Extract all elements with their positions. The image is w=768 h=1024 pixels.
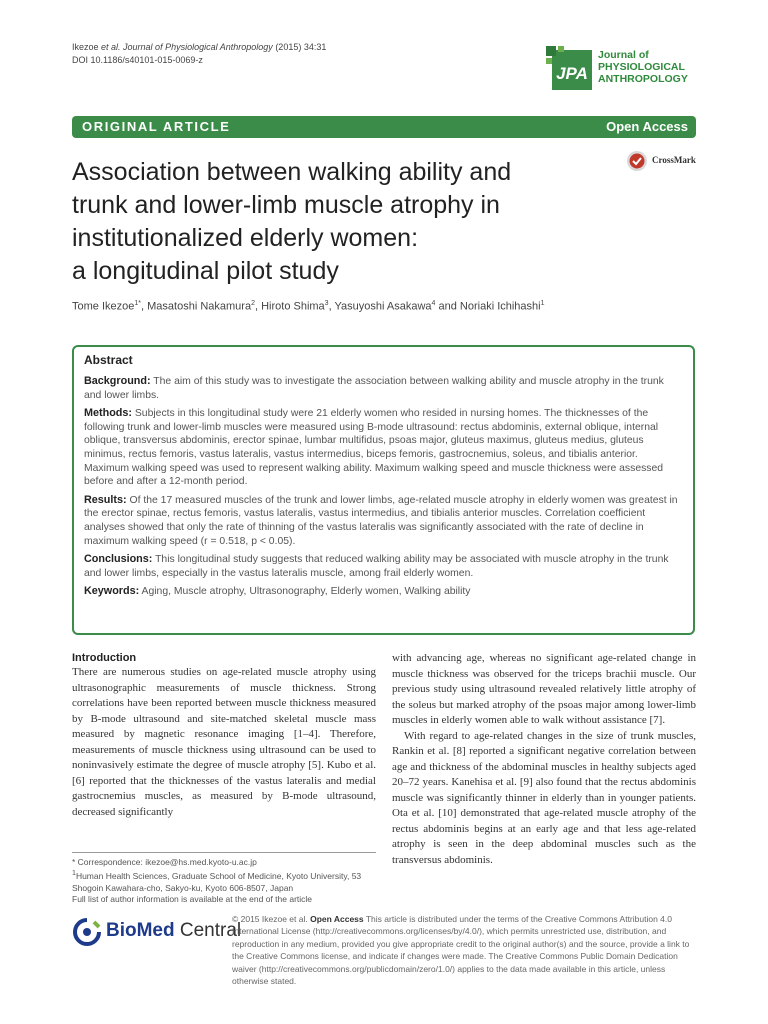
title-line: trunk and lower-limb muscle atrophy in	[72, 191, 500, 219]
abstract-heading: Abstract	[84, 353, 133, 367]
abstract-results	[84, 494, 683, 548]
title-line: Association between walking ability and	[72, 158, 512, 186]
abstract-background	[84, 375, 683, 402]
author-separator: and	[435, 300, 460, 313]
author-affiliation-mark: 1	[540, 300, 545, 307]
journal-name-line3: ANTHROPOLOGY	[598, 73, 688, 85]
author-list	[72, 300, 696, 313]
abstract-text: Of the 17 measured muscles of the trunk and lower limbs, age-related muscle atrophy in elderly women was greatest in the erector spinae, rectus femoris, vastus lateralis, vastus intermedius, and tibialis anterior muscles. Correlation coefficient analyses showed that only the rate of thinning of the vastus lateralis was significantly associated with the rate of decline in maximum walking speed (r = 0.518, p < 0.05).	[84, 494, 678, 547]
journal-name-line1: Journal of	[598, 49, 649, 61]
affiliation-mark: 1	[72, 869, 76, 878]
author-affiliation-mark: 4	[431, 300, 436, 307]
author-info-note: Full list of author information is available at the end of the article	[72, 894, 313, 905]
citation-header	[72, 41, 326, 67]
abstract-box	[72, 345, 695, 635]
author-name[interactable]: Masatoshi Nakamura	[147, 300, 252, 313]
license-open-access: Open Access	[310, 914, 364, 924]
author-name[interactable]: Noriaki Ichihashi	[459, 300, 541, 313]
abstract-text: Subjects in this longitudinal study were 21 elderly women who resided in nursing homes. The thicknesses of the following trunk and lower-limb muscles were measured using B-mode ultrasound: rectus abdominis, external oblique, internal oblique, transversus abdominis, erector spinae, lumbar multifidus, psoas major, gluteus maximus, gluteus medius, gluteus minimus, rectus femoris, vastus lateralis, vastus intermedius, biceps femoris, gastrocnemius, soleus, and tibialis anterior. Maximum walking speed was used to represent walking ability. Maximum walking speed and muscle thickness were assessed before and after a 12-month period.	[84, 408, 664, 488]
abstract-label: Keywords:	[84, 585, 140, 598]
title-line: a longitudinal pilot study	[72, 257, 339, 285]
abstract-text: The aim of this study was to investigate the association between walking ability and muscle atrophy in the trunk and lower limbs.	[84, 376, 664, 401]
author-affiliation-mark: 2	[251, 300, 255, 307]
license-statement	[232, 913, 698, 987]
publisher-name-rest: Central	[174, 920, 242, 941]
biomed-central-icon	[72, 917, 102, 947]
author-affiliation-mark: 3	[324, 300, 329, 307]
abstract-methods	[84, 407, 683, 489]
crossmark-button[interactable]	[626, 150, 696, 172]
jpa-mark-text: JPA	[556, 64, 588, 83]
body-paragraph: There are numerous studies on age-related muscle atrophy using ultrasonographic measurements of muscle thickness. Strong correlations have been reported between muscle thickness measured by B-mode ultrasound and site-matched skeletal muscle mass measured by magnetic resonance imaging [1–4]. Therefore, measurements of muscle thickness using ultrasound can be used to noninvasively estimate the degree of muscle atrophy [5]. Kubo et al. [6] reported that the thicknesses of the vastus lateralis and medial gastrocnemius muscles, as measured by B-mode ultrasound, decreased significantly	[72, 666, 376, 818]
open-access-label: Open Access	[606, 119, 688, 134]
author-name[interactable]: Yasuyoshi Asakawa	[334, 300, 432, 313]
affiliation	[72, 868, 376, 882]
citation-volume: (2015) 34:31	[272, 42, 327, 52]
citation-doi: DOI 10.1186/s40101-015-0069-z	[72, 55, 203, 65]
citation-journal: et al. Journal of Physiological Anthropology	[101, 42, 273, 52]
author-separator: ,	[328, 300, 335, 313]
abstract-label: Methods:	[84, 407, 132, 420]
citation-author: Ikezoe	[72, 42, 102, 52]
article-type-label: ORIGINAL ARTICLE	[82, 119, 231, 134]
journal-name-line2: PHYSIOLOGICAL	[598, 61, 685, 73]
footnotes	[72, 852, 376, 905]
author-separator: ,	[141, 300, 148, 313]
affiliation-line: Shogoin Kawahara-cho, Sakyo-ku, Kyoto 606-8507, Japan	[72, 882, 294, 893]
author-name[interactable]: Hiroto Shima	[261, 300, 325, 313]
author-separator: ,	[254, 300, 262, 313]
abstract-keywords	[84, 585, 683, 599]
publisher-logo	[72, 913, 242, 949]
article-title	[72, 156, 632, 288]
section-heading-introduction: Introduction	[72, 652, 137, 664]
abstract-text: This longitudinal study suggests that reduced walking ability may be associated with muscle atrophy in the trunk and lower limbs, especially in the vastus lateralis muscle, among frail elderly women.	[84, 554, 669, 579]
body-column-left	[72, 651, 376, 820]
crossmark-label: CrossMark	[652, 155, 696, 165]
abstract-text: Aging, Muscle atrophy, Ultrasonography, Elderly women, Walking ability	[139, 586, 471, 598]
journal-name	[598, 49, 688, 85]
author-name[interactable]: Tome Ikezoe	[72, 300, 135, 313]
publisher-name	[106, 920, 241, 942]
title-line: institutionalized elderly women:	[72, 224, 419, 252]
abstract-conclusions	[84, 553, 683, 580]
body-paragraph: With regard to age-related changes in the size of trunk muscles, Rankin et al. [8] reported a significant negative correlation between age and thickness of the abdominal muscles in healthy subjects aged 20–72 years. Kanehisa et al. [9] also found that the rectus abdominis muscle was significantly thinner in elderly than in younger patients. Ota et al. [10] demonstrated that age-related muscle atrophy of the rectus abdominis begins at an early age and that less age-related atrophy is seen in the deep abdominal muscles such as the transversus abdominis.	[392, 729, 696, 866]
journal-logo	[546, 46, 696, 98]
abstract-label: Background:	[84, 375, 151, 387]
jpa-logo-icon	[546, 46, 594, 96]
abstract-label: Results:	[84, 493, 127, 506]
license-text: This article is distributed under the terms of the Creative Commons Attribution 4.0 International License (http://creativecommons.org/licenses/by/4.0/), which permits unrestricted use, distribution, and reproduction in any medium, provided you give appropriate credit to the original author(s) and the source, provide a link to the Creative Commons license, and indicate if changes were made. The Creative Commons Public Domain Dedication waiver (http://creativecommons.org/publicdomain/zero/1.0/) applies to the data made available in this article, unless otherwise stated.	[232, 914, 690, 987]
affiliation-line: Human Health Sciences, Graduate School of Medicine, Kyoto University, 53	[75, 871, 362, 882]
correspondence-email[interactable]: * Correspondence: ikezoe@hs.med.kyoto-u.ac.jp	[72, 857, 257, 867]
license-copyright: © 2015 Ikezoe et al.	[232, 914, 311, 924]
body-paragraph: with advancing age, whereas no significant age-related change in muscle thickness was observed for the triceps brachii muscle. Our previous study using ultrasound revealed relatively little atrophy of the soleus but marked atrophy of the psoas major among lower-limb muscles in elderly women able to walk without assistance [7].	[392, 652, 696, 726]
body-column-right	[392, 651, 696, 868]
abstract-label: Conclusions:	[84, 553, 153, 566]
author-affiliation-mark: 1*	[134, 300, 141, 307]
article-type-banner	[72, 116, 696, 138]
publisher-name-bold: BioMed	[106, 920, 175, 941]
